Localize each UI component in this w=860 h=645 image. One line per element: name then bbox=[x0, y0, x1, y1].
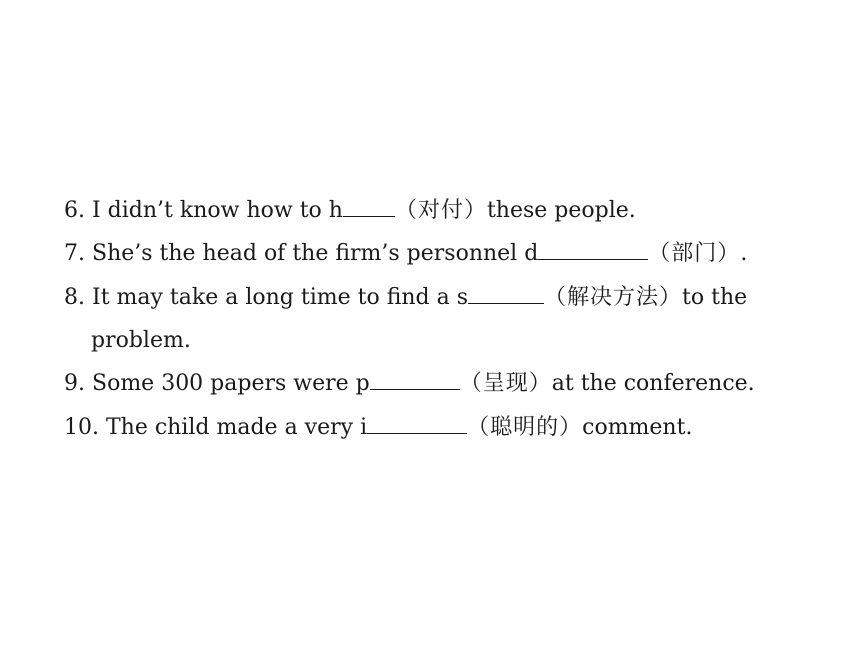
sentence-end: comment. bbox=[582, 415, 693, 440]
exercise-item-8-continuation bbox=[91, 328, 191, 354]
chinese-hint: （部门） bbox=[648, 241, 741, 266]
sentence-end: . bbox=[740, 241, 748, 266]
sentence-start: The child made a very i bbox=[106, 415, 368, 440]
chinese-hint: （聪明的） bbox=[467, 415, 583, 440]
exercise-item-7 bbox=[64, 241, 747, 267]
sentence-start: She’s the head of the firm’s personnel d bbox=[92, 241, 539, 266]
sentence-end: at the conference. bbox=[551, 371, 755, 396]
sentence-start: Some 300 papers were p bbox=[92, 371, 370, 396]
exercise-item-6 bbox=[64, 198, 636, 224]
answer-blank[interactable] bbox=[367, 415, 467, 434]
item-number: 6. bbox=[64, 198, 85, 223]
answer-blank[interactable] bbox=[370, 371, 460, 390]
chinese-hint: （解决方法） bbox=[544, 285, 683, 310]
sentence-start: I didn’t know how to h bbox=[92, 198, 343, 223]
sentence-end: these people. bbox=[486, 198, 636, 223]
answer-blank[interactable] bbox=[538, 241, 648, 260]
sentence-start: It may take a long time to find a s bbox=[92, 285, 469, 310]
item-number: 8. bbox=[64, 285, 85, 310]
exercise-item-10 bbox=[64, 415, 692, 441]
exercise-item-9 bbox=[64, 371, 755, 397]
answer-blank[interactable] bbox=[343, 198, 395, 217]
exercise-item-8 bbox=[64, 285, 747, 311]
sentence-continuation: problem. bbox=[91, 328, 191, 353]
item-number: 9. bbox=[64, 371, 85, 396]
item-number: 7. bbox=[64, 241, 85, 266]
item-number: 10. bbox=[64, 415, 99, 440]
chinese-hint: （呈现） bbox=[459, 371, 552, 396]
sentence-end: to the bbox=[682, 285, 748, 310]
chinese-hint: （对付） bbox=[394, 198, 487, 223]
answer-blank[interactable] bbox=[468, 285, 544, 304]
